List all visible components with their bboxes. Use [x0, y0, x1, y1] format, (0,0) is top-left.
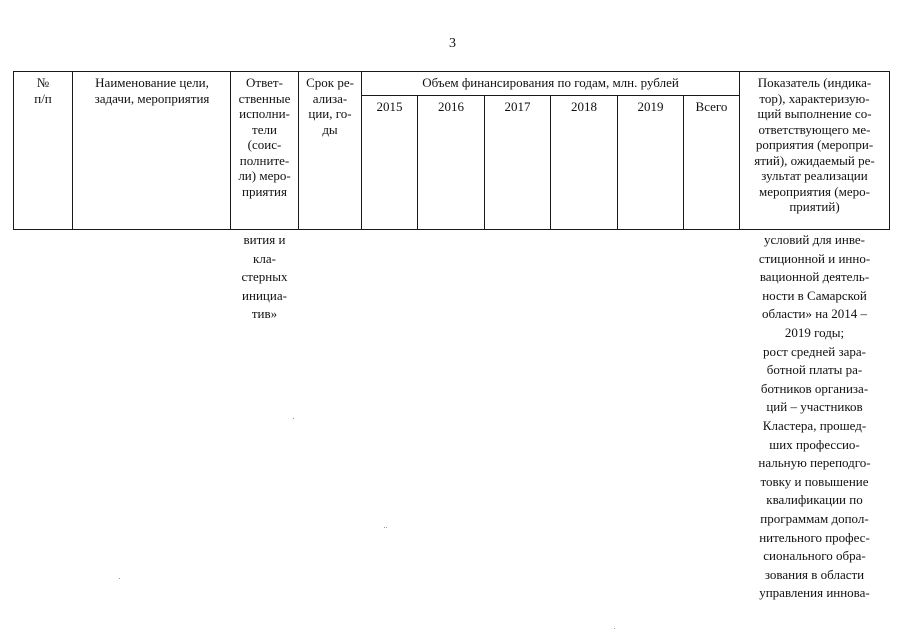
responsible-continuation-text: вития и кла- стерных инициа- тив» [241, 232, 288, 322]
scan-speck [386, 527, 387, 528]
indicator-continuation-text: условий для инве- стиционной и инно- вационной деятель- ности в Самарской области» на 2014 – 2019 годы; рост средней зара- ботной платы ра- ботников организа- ций – участников Кластера, прошед- ших профессио- нальную переподго- товку и повышение квалификации по программам допол- нительного профес- сионального обра- зования в области управления иннова- [758, 232, 871, 601]
header-responsible: Ответ- ственные исполни- тели (соис- полните- ли) меро- приятия [238, 75, 291, 199]
header-term: Срок ре- ализа- ции, го- ды [306, 75, 354, 137]
scan-speck [384, 527, 385, 528]
header-indicator: Показатель (индика- тор), характеризую- щий выполнение со- ответствующего ме- роприятия (меропри- ятий), ожидаемый ре- зультат реализации мероприятия (меро- приятий) [754, 75, 875, 214]
header-year-2019: 2019 [637, 99, 664, 114]
col-divider-4 [361, 71, 362, 230]
year-divider-3 [550, 95, 551, 230]
year-divider-2 [484, 95, 485, 230]
table-header-bottom-border [13, 229, 890, 230]
scan-speck [293, 418, 294, 419]
header-year-2015: 2015 [376, 99, 403, 114]
header-funding: Объем финансирования по годам, млн. рублей [422, 75, 679, 90]
header-goal-name: Наименование цели, задачи, мероприятия [94, 75, 210, 106]
year-divider-4 [617, 95, 618, 230]
header-year-2016: 2016 [438, 99, 464, 114]
year-divider-5 [683, 95, 684, 230]
header-total: Всего [695, 99, 728, 114]
table-right-border [889, 71, 890, 230]
header-year-2017: 2017 [504, 99, 531, 114]
header-number: № п/п [34, 75, 52, 106]
year-divider-1 [417, 95, 418, 230]
scan-speck [119, 578, 120, 579]
page-number: 3 [449, 36, 456, 51]
col-divider-1 [72, 71, 73, 230]
scan-speck [614, 628, 615, 629]
header-year-2018: 2018 [571, 99, 597, 114]
table-top-border [13, 71, 890, 72]
